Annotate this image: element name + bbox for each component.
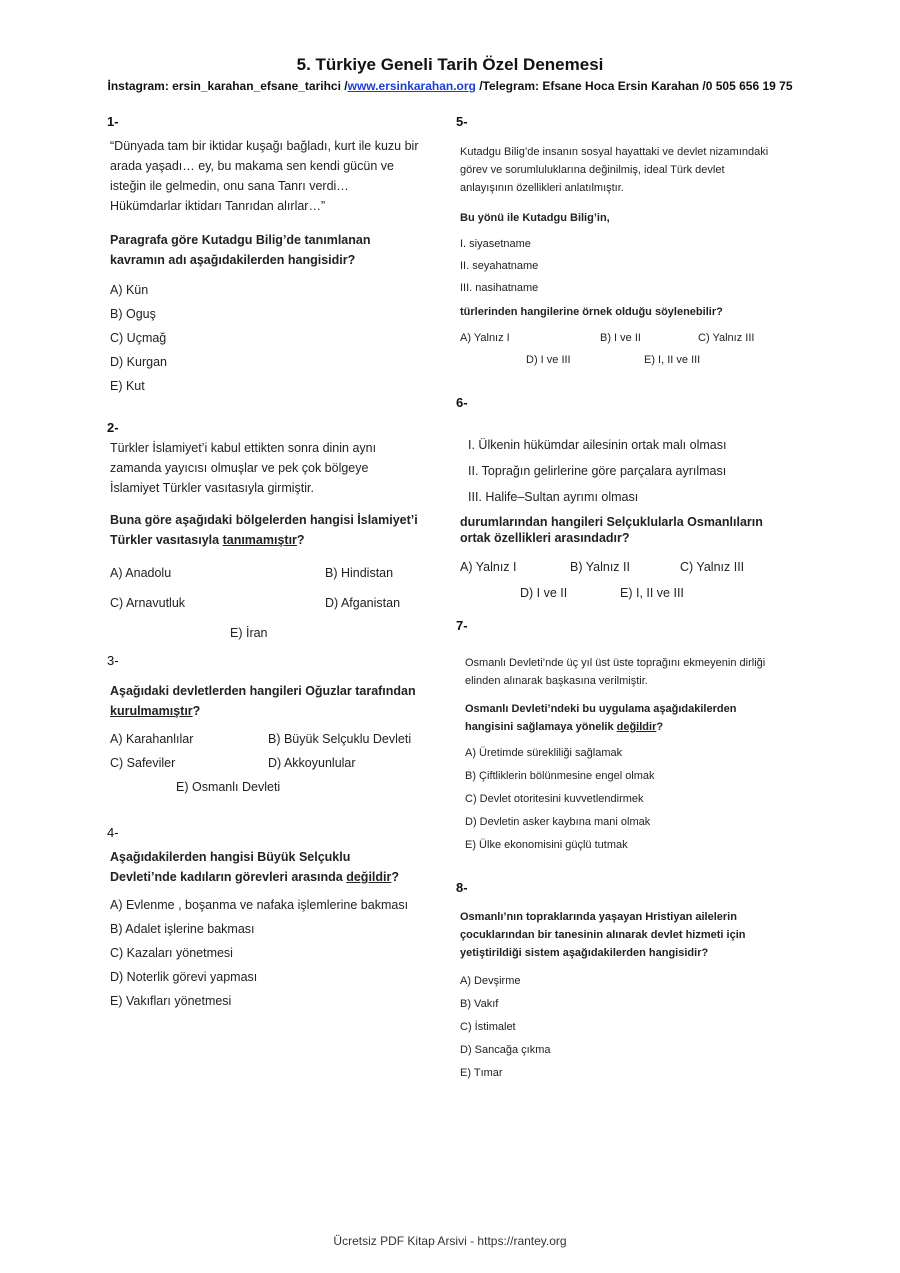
website-link[interactable]: www.ersinkarahan.org bbox=[347, 79, 476, 93]
question-number: 1- bbox=[107, 114, 119, 129]
option-c[interactable]: C) Uçmağ bbox=[110, 331, 167, 345]
contact-suffix: /Telegram: Efsane Hoca Ersin Karahan /0 505 656 19 75 bbox=[475, 79, 793, 93]
question-number: 4- bbox=[107, 825, 119, 840]
question-intro: Kutadgu Bilig’de insanın sosyal hayattaki ve devlet nizamındaki görev ve sorumluluklarına değinilmiş, ideal Türk devlet anlayışının özellikleri anlatılmıştır. bbox=[460, 146, 769, 194]
option-d[interactable]: D) I ve III bbox=[526, 354, 571, 366]
option-d[interactable]: D) Sancağa çıkma bbox=[460, 1044, 551, 1056]
option-d[interactable]: D) Afganistan bbox=[325, 596, 401, 610]
option-b[interactable]: B) Vakıf bbox=[460, 998, 499, 1010]
option-c[interactable]: C) Yalnız III bbox=[698, 332, 755, 344]
option-e[interactable]: E) Ülke ekonomisini güçlü tutmak bbox=[465, 839, 628, 851]
option-c[interactable]: C) Kazaları yönetmesi bbox=[110, 946, 233, 960]
option-b[interactable]: B) Hindistan bbox=[325, 566, 394, 580]
option-b[interactable]: B) Yalnız II bbox=[570, 560, 630, 574]
question-text: Aşağıdakilerden hangisi Büyük Selçuklu Devleti’nde kadıların görevleri arasında değildir? bbox=[110, 850, 400, 884]
contact-prefix: İnstagram: ersin_karahan_efsane_tarihci / bbox=[107, 79, 348, 93]
question-text: Paragrafa göre Kutadgu Bilig’de tanımlanan kavramın adı aşağıdakilerden hangisidir? bbox=[110, 233, 371, 267]
question-5 bbox=[460, 143, 770, 371]
option-d[interactable]: D) Noterlik görevi yapması bbox=[110, 970, 258, 984]
question-text: Osmanlı’nın topraklarında yaşayan Hristiyan ailelerin çocuklarından bir tanesinin alınarak devlet hizmeti için yetiştirildiği sistem aşağıdakilerden hangisidir? bbox=[460, 911, 746, 959]
option-b[interactable]: B) I ve II bbox=[600, 332, 641, 344]
option-a[interactable]: A) Evlenme , boşanma ve nafaka işlemlerine bakması bbox=[110, 898, 409, 912]
option-a[interactable]: A) Üretimde sürekliliği sağlamak bbox=[465, 747, 623, 759]
question-8 bbox=[460, 908, 770, 1085]
option-c[interactable]: C) İstimalet bbox=[460, 1021, 516, 1033]
option-b[interactable]: B) Adalet işlerine bakması bbox=[110, 922, 255, 936]
question-intro: Osmanlı Devleti’nde üç yıl üst üste toprağını ekmeyenin dirliği elinden alınarak başkasına verilmiştir. bbox=[465, 657, 766, 687]
item-iii: III. nasihatname bbox=[460, 282, 539, 294]
option-b[interactable]: B) Oguş bbox=[110, 307, 156, 321]
option-d[interactable]: D) Kurgan bbox=[110, 355, 167, 369]
option-c[interactable]: C) Safeviler bbox=[110, 756, 176, 770]
option-e[interactable]: E) Tımar bbox=[460, 1067, 503, 1079]
question-7 bbox=[465, 654, 770, 857]
option-e[interactable]: E) I, II ve III bbox=[620, 586, 684, 600]
question-number: 7- bbox=[456, 618, 468, 633]
contact-line bbox=[0, 79, 900, 93]
option-b[interactable]: B) Çiftliklerin bölünmesine engel olmak bbox=[465, 770, 655, 782]
page-footer: Ücretsiz PDF Kitap Arsivi - https://rantey.org bbox=[333, 1234, 567, 1248]
question-number: 8- bbox=[456, 880, 468, 895]
item-ii: II. seyahatname bbox=[460, 260, 539, 272]
option-e[interactable]: E) Vakıfları yönetmesi bbox=[110, 994, 232, 1008]
option-b[interactable]: B) Büyük Selçuklu Devleti bbox=[268, 732, 412, 746]
question-lead: Bu yönü ile Kutadgu Bilig’in, bbox=[460, 212, 610, 224]
question-3 bbox=[110, 681, 420, 799]
question-2 bbox=[110, 438, 420, 648]
option-c[interactable]: C) Devlet otoritesini kuvvetlendirmek bbox=[465, 793, 644, 805]
option-c[interactable]: C) Arnavutluk bbox=[110, 596, 186, 610]
option-e[interactable]: E) Kut bbox=[110, 379, 145, 393]
option-d[interactable]: D) Devletin asker kaybına mani olmak bbox=[465, 816, 651, 828]
item-i: I. siyasetname bbox=[460, 238, 531, 250]
option-e[interactable]: E) Osmanlı Devleti bbox=[176, 780, 281, 794]
question-text: Buna göre aşağıdaki bölgelerden hangisi İslamiyet’i Türkler vasıtasıyla tanımamıştır? bbox=[110, 513, 418, 547]
option-d[interactable]: D) Akkoyunlular bbox=[268, 756, 356, 770]
option-a[interactable]: A) Devşirme bbox=[460, 975, 521, 987]
item-iii: III. Halife–Sultan ayrımı olması bbox=[468, 490, 639, 504]
option-a[interactable]: A) Yalnız I bbox=[460, 560, 517, 574]
option-e[interactable]: E) I, II ve III bbox=[644, 354, 701, 366]
question-intro: Türkler İslamiyet’i kabul ettikten sonra dinin aynı zamanda yayıcısı olmuşlar ve pek çok bölgeye İslamiyet Türkler vasıtasıyla girmiştir. bbox=[110, 441, 377, 495]
option-a[interactable]: A) Anadolu bbox=[110, 566, 172, 580]
question-4 bbox=[110, 847, 420, 1013]
option-e[interactable]: E) İran bbox=[230, 626, 268, 640]
question-text: türlerinden hangilerine örnek olduğu söylenebilir? bbox=[460, 306, 723, 318]
option-a[interactable]: A) Yalnız I bbox=[460, 332, 510, 344]
question-1 bbox=[110, 136, 420, 398]
item-i: I. Ülkenin hükümdar ailesinin ortak malı olması bbox=[468, 438, 727, 452]
question-text: durumlarından hangileri Selçuklularla Osmanlıların ortak özellikleri arasındadır? bbox=[460, 515, 763, 545]
item-ii: II. Toprağın gelirlerine göre parçalara ayrılması bbox=[468, 464, 727, 478]
question-number: 6- bbox=[456, 395, 468, 410]
option-a[interactable]: A) Karahanlılar bbox=[110, 732, 194, 746]
page-header bbox=[0, 55, 900, 93]
question-number: 5- bbox=[456, 114, 468, 129]
question-6 bbox=[460, 432, 780, 606]
question-number: 3- bbox=[107, 653, 119, 668]
option-c[interactable]: C) Yalnız III bbox=[680, 560, 745, 574]
page-title: 5. Türkiye Geneli Tarih Özel Denemesi bbox=[296, 55, 604, 74]
question-text: Osmanlı Devleti’ndeki bu uygulama aşağıdakilerden hangisini sağlamaya yönelik değildir? bbox=[465, 703, 737, 733]
quote-text: “Dünyada tam bir iktidar kuşağı bağladı, kurt ile kuzu bir arada yaşadı… ey, bu makama sen kendi gücün ve isteğin ile gelmedin, onu sana Tanrı verdi… Hükümdarlar iktidarı Tanrıdan alırlar…” bbox=[110, 139, 419, 213]
question-text: Aşağıdaki devletlerden hangileri Oğuzlar tarafından kurulmamıştır? bbox=[110, 684, 416, 718]
option-d[interactable]: D) I ve II bbox=[520, 586, 568, 600]
question-number: 2- bbox=[107, 420, 119, 435]
option-a[interactable]: A) Kün bbox=[110, 283, 149, 297]
